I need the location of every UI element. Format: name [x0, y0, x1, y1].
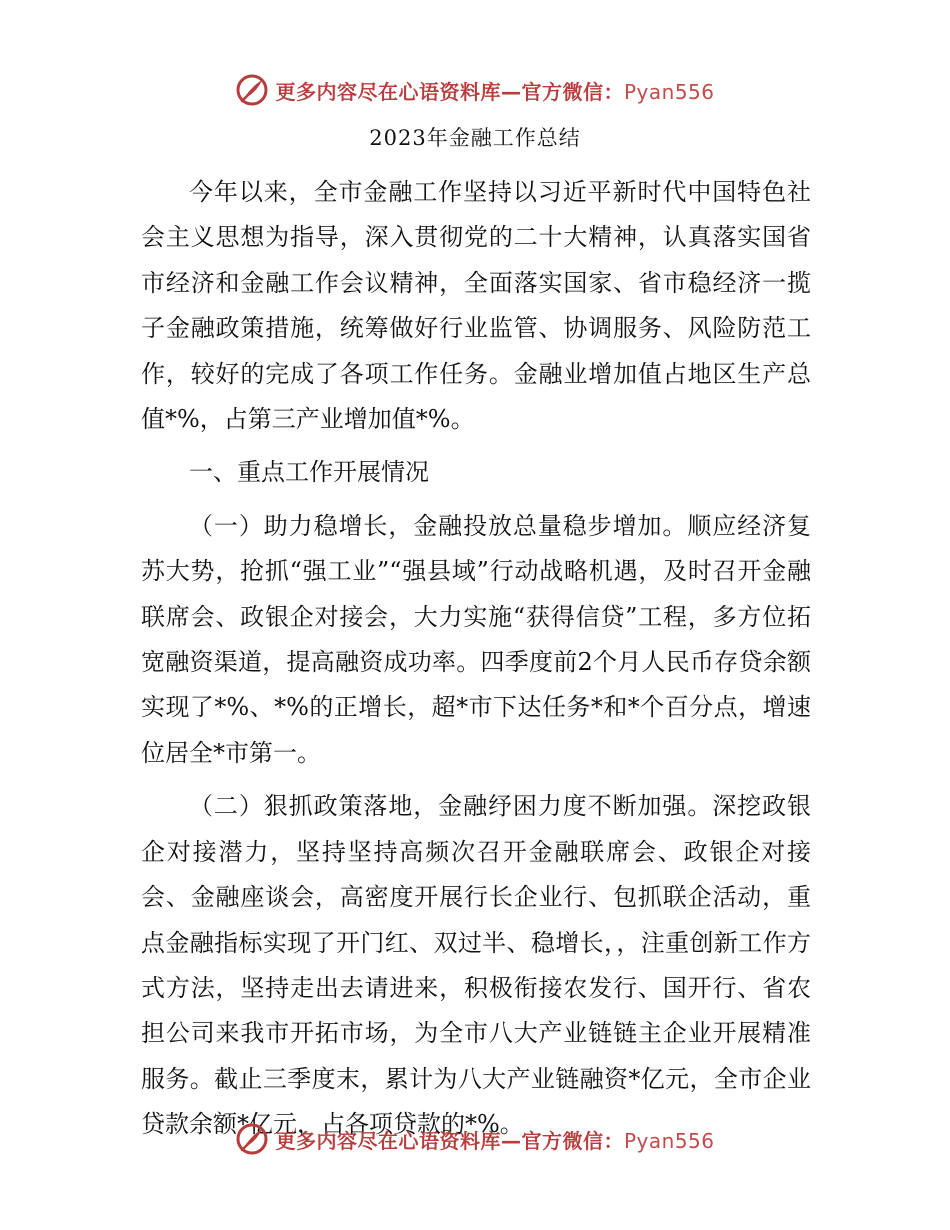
section-heading: 一、重点工作开展情况 [189, 458, 429, 487]
header-watermark-banner [0, 70, 950, 110]
document-body [141, 170, 811, 1156]
paragraph-intro: 今年以来，全市金融工作坚持以习近平新时代中国特色社会主义思想为指导，深入贯彻党的二十大精神，认真落实国省市经济和金融工作会议精神，全面落实国家、省市稳经济一揽子金融政策措施，统筹做好行业监管、协调服务、风险防范工作，较好的完成了各项工作任务。金融业增加值占地区生产总值*%，占第三产业增加值*%。 [141, 178, 811, 434]
paragraph-section-2: （二）狠抓政策落地，金融纾困力度不断加强。深挖政银企对接潜力，坚持坚持高频次召开金融联席会、政银企对接会、金融座谈会，高密度开展行长企业行、包抓联企活动，重点金融指标实现了开门红、双过半、稳增长，，注重创新工作方式方法，坚持走出去请进来，积极衔接农发行、国开行、省农担公司来我市开拓市场，为全市八大产业链链主企业开展精准服务。截止三季度末，累计为八大产业链融资*亿元，全市企业贷款余额*亿元，占各项贷款的*%。 [141, 792, 811, 1139]
feather-pen-logo-icon [235, 73, 269, 107]
paragraph-section-1: （一）助力稳增长，金融投放总量稳步增加。顺应经济复苏大势，抢抓“强工业”“强县域”行动战略机遇，及时召开金融联席会、政银企对接会，大力实施“获得信贷”工程，多方位拓宽融资渠道，提高融资成功率。四季度前2个月人民币存贷余额实现了*%、*%的正增长，超*市下达任务*和*个百分点，增速位居全*市第一。 [141, 511, 811, 767]
banner-text [275, 76, 714, 105]
banner-main-text: 更多内容尽在心语资料库—官方微信： [275, 79, 624, 104]
feather-pen-logo-icon [235, 1122, 269, 1156]
banner-wechat-id: Pyan556 [623, 1128, 715, 1153]
banner-text [275, 1125, 714, 1154]
footer-watermark-banner [0, 1119, 950, 1159]
document-title: 2023年金融工作总结 [369, 126, 581, 150]
banner-wechat-id: Pyan556 [623, 79, 715, 104]
banner-main-text: 更多内容尽在心语资料库—官方微信： [275, 1128, 624, 1153]
